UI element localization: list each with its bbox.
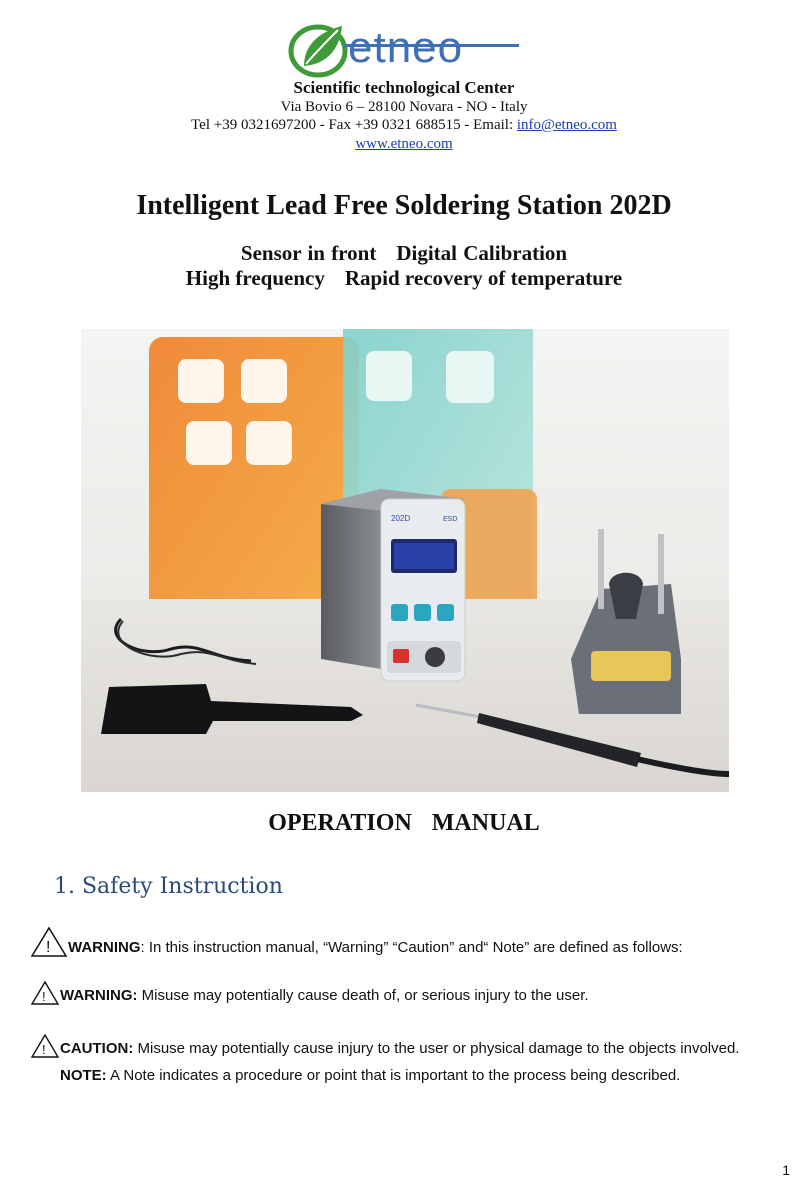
note-label: NOTE: — [60, 1067, 107, 1084]
product-photo — [81, 329, 729, 792]
website-link[interactable]: www.etneo.com — [355, 136, 453, 152]
manual-title — [0, 810, 808, 837]
svg-text:!: ! — [46, 939, 51, 956]
caution-text: Misuse may potentially cause injury to the user or physical damage to the objects involved. — [133, 1040, 740, 1057]
subtitle-item: High frequency — [185, 266, 325, 290]
model-label: 202D — [391, 514, 411, 523]
warning-triangle-icon — [30, 926, 68, 958]
section-heading: 1. Safety Instruction — [54, 874, 283, 899]
contacts-prefix: Tel +39 0321697200 - Fax +39 0321 688515 - Email: — [191, 117, 517, 133]
subtitle-line-1 — [0, 241, 808, 266]
subtitle-item: Sensor in front — [240, 241, 377, 265]
warning-intro-label: WARNING — [68, 939, 141, 956]
email-link[interactable]: info@etneo.com — [516, 117, 617, 133]
note-text: A Note indicates a procedure or point that is important to the process being described. — [106, 1067, 681, 1084]
soldering-station-illustration — [81, 329, 729, 792]
warning-text: Misuse may potentially cause death of, or serious injury to the user. — [137, 987, 589, 1004]
website — [0, 136, 808, 153]
esd-label: ESD — [443, 516, 458, 523]
manual-title-word: MANUAL — [431, 810, 540, 836]
subtitle-item: Digital Calibration — [396, 241, 568, 265]
warning-label: WARNING: — [60, 987, 138, 1004]
manual-title-word: OPERATION — [268, 810, 412, 836]
caution-label: CAUTION: — [60, 1040, 134, 1057]
note-line — [60, 1066, 680, 1086]
center-name: Scientific technological Center — [293, 78, 515, 97]
warning-line — [30, 980, 589, 1006]
etneo-logo — [288, 18, 524, 80]
subtitle-line-2 — [0, 266, 808, 291]
warning-intro — [30, 926, 683, 958]
page-number: 1 — [782, 1162, 790, 1178]
logo-text: etneo — [348, 23, 464, 72]
document-title: Intelligent Lead Free Soldering Station 202D — [136, 190, 672, 221]
warning-triangle-icon — [30, 1033, 60, 1059]
address: Via Bovio 6 – 28100 Novara - NO - Italy — [280, 99, 528, 115]
contacts — [0, 117, 808, 134]
warning-intro-text: : In this instruction manual, “Warning” “Caution” and“ Note” are defined as follows: — [140, 939, 683, 956]
subtitle-item: Rapid recovery of temperature — [344, 266, 623, 290]
warning-triangle-icon — [30, 980, 60, 1006]
svg-text:!: ! — [42, 989, 46, 1004]
caution-line — [30, 1033, 739, 1059]
svg-text:!: ! — [42, 1042, 46, 1057]
